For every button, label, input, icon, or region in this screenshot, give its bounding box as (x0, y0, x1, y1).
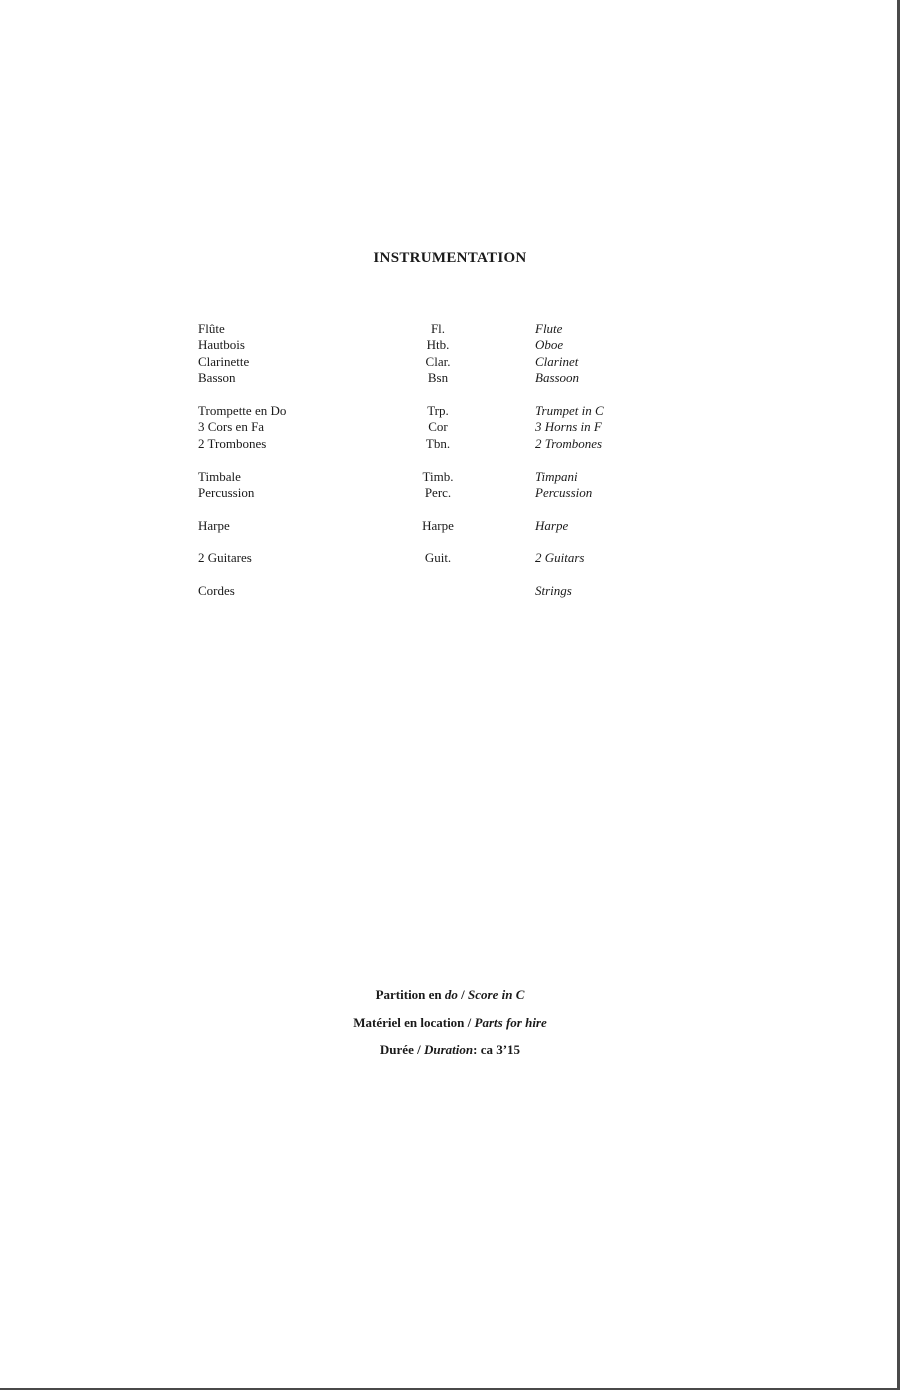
duration-note-fr: Durée (379, 1042, 414, 1057)
instrument-name-fr: 2 Guitares (198, 550, 252, 566)
instrument-name-en: Harpe (535, 517, 569, 533)
instrument-name-en: 3 Horns in F (535, 419, 602, 435)
instrument-abbreviation: Timb. (422, 468, 454, 484)
duration-value: : ca 3’15 (473, 1042, 521, 1057)
instrument-row (198, 518, 658, 534)
instrument-name-fr: Trompette en Do (198, 402, 287, 418)
parts-note-fr: Matériel en location (353, 1014, 465, 1030)
instrument-abbreviation: Harpe (422, 517, 454, 533)
instrument-group (198, 403, 658, 452)
instrument-row (198, 419, 658, 435)
instrument-group (198, 321, 658, 387)
instrument-abbreviation: Perc. (424, 484, 452, 500)
instrument-name-fr: Basson (198, 370, 236, 386)
instrument-name-fr: 3 Cors en Fa (198, 419, 265, 435)
instrument-name-fr: Clarinette (198, 353, 250, 369)
instrument-name-en: Clarinet (535, 353, 579, 369)
instrument-row (198, 403, 658, 419)
score-note-en: Score in C (468, 987, 525, 1002)
score-note-fr: Partition en (375, 987, 445, 1002)
instrument-abbreviation: Htb. (426, 337, 450, 353)
instrument-name-en: Percussion (535, 484, 593, 500)
instrument-name-en: Strings (535, 583, 572, 599)
instrument-group (198, 518, 658, 534)
instrumentation-list (198, 321, 658, 616)
instrument-row (198, 469, 658, 485)
parts-note-line (0, 1014, 900, 1042)
instrument-abbreviation: Fl. (430, 321, 446, 336)
instrument-abbreviation: Bsn (427, 370, 449, 386)
instrument-row (198, 370, 658, 386)
parts-note-separator: / (464, 1014, 475, 1030)
instrument-name-en: Timpani (535, 468, 578, 484)
instrument-group (198, 550, 658, 566)
page-title: INSTRUMENTATION (373, 250, 527, 266)
instrument-abbreviation: Clar. (425, 353, 451, 369)
instrument-name-en: Flute (535, 321, 563, 336)
instrument-row (198, 436, 658, 452)
instrument-row (198, 485, 658, 501)
instrument-name-fr: Timbale (198, 468, 241, 484)
score-notes (0, 986, 900, 1069)
instrument-row (198, 550, 658, 566)
duration-note-separator: / (413, 1042, 424, 1057)
duration-note-en: Duration (423, 1042, 474, 1057)
instrument-group (198, 583, 658, 599)
instrument-abbreviation: Trp. (427, 402, 449, 418)
instrument-name-en: Bassoon (535, 370, 580, 386)
instrument-abbreviation: Guit. (424, 550, 452, 566)
instrument-name-fr: Percussion (198, 484, 255, 500)
score-note-line (0, 986, 900, 1014)
instrument-abbreviation: Cor (428, 419, 448, 435)
instrument-row (198, 321, 658, 337)
score-note-separator: / (457, 987, 469, 1002)
instrument-name-en: 2 Guitars (535, 550, 585, 566)
instrument-name-fr: Flûte (198, 321, 225, 336)
instrument-name-fr: Cordes (198, 583, 235, 599)
instrument-group (198, 469, 658, 502)
instrument-row (198, 354, 658, 370)
instrument-name-en: Oboe (535, 337, 564, 353)
instrument-row (198, 337, 658, 353)
instrument-name-en: Trumpet in C (535, 402, 604, 418)
instrument-row (198, 583, 658, 599)
instrument-name-en: 2 Trombones (535, 435, 603, 451)
score-note-fr-italic: do (444, 987, 458, 1002)
instrument-name-fr: 2 Trombones (198, 435, 267, 451)
instrument-name-fr: Hautbois (198, 337, 245, 353)
parts-note-en: Parts for hire (474, 1014, 547, 1030)
instrument-name-fr: Harpe (198, 517, 230, 533)
duration-note-line (0, 1041, 900, 1069)
instrument-abbreviation: Tbn. (425, 435, 451, 451)
